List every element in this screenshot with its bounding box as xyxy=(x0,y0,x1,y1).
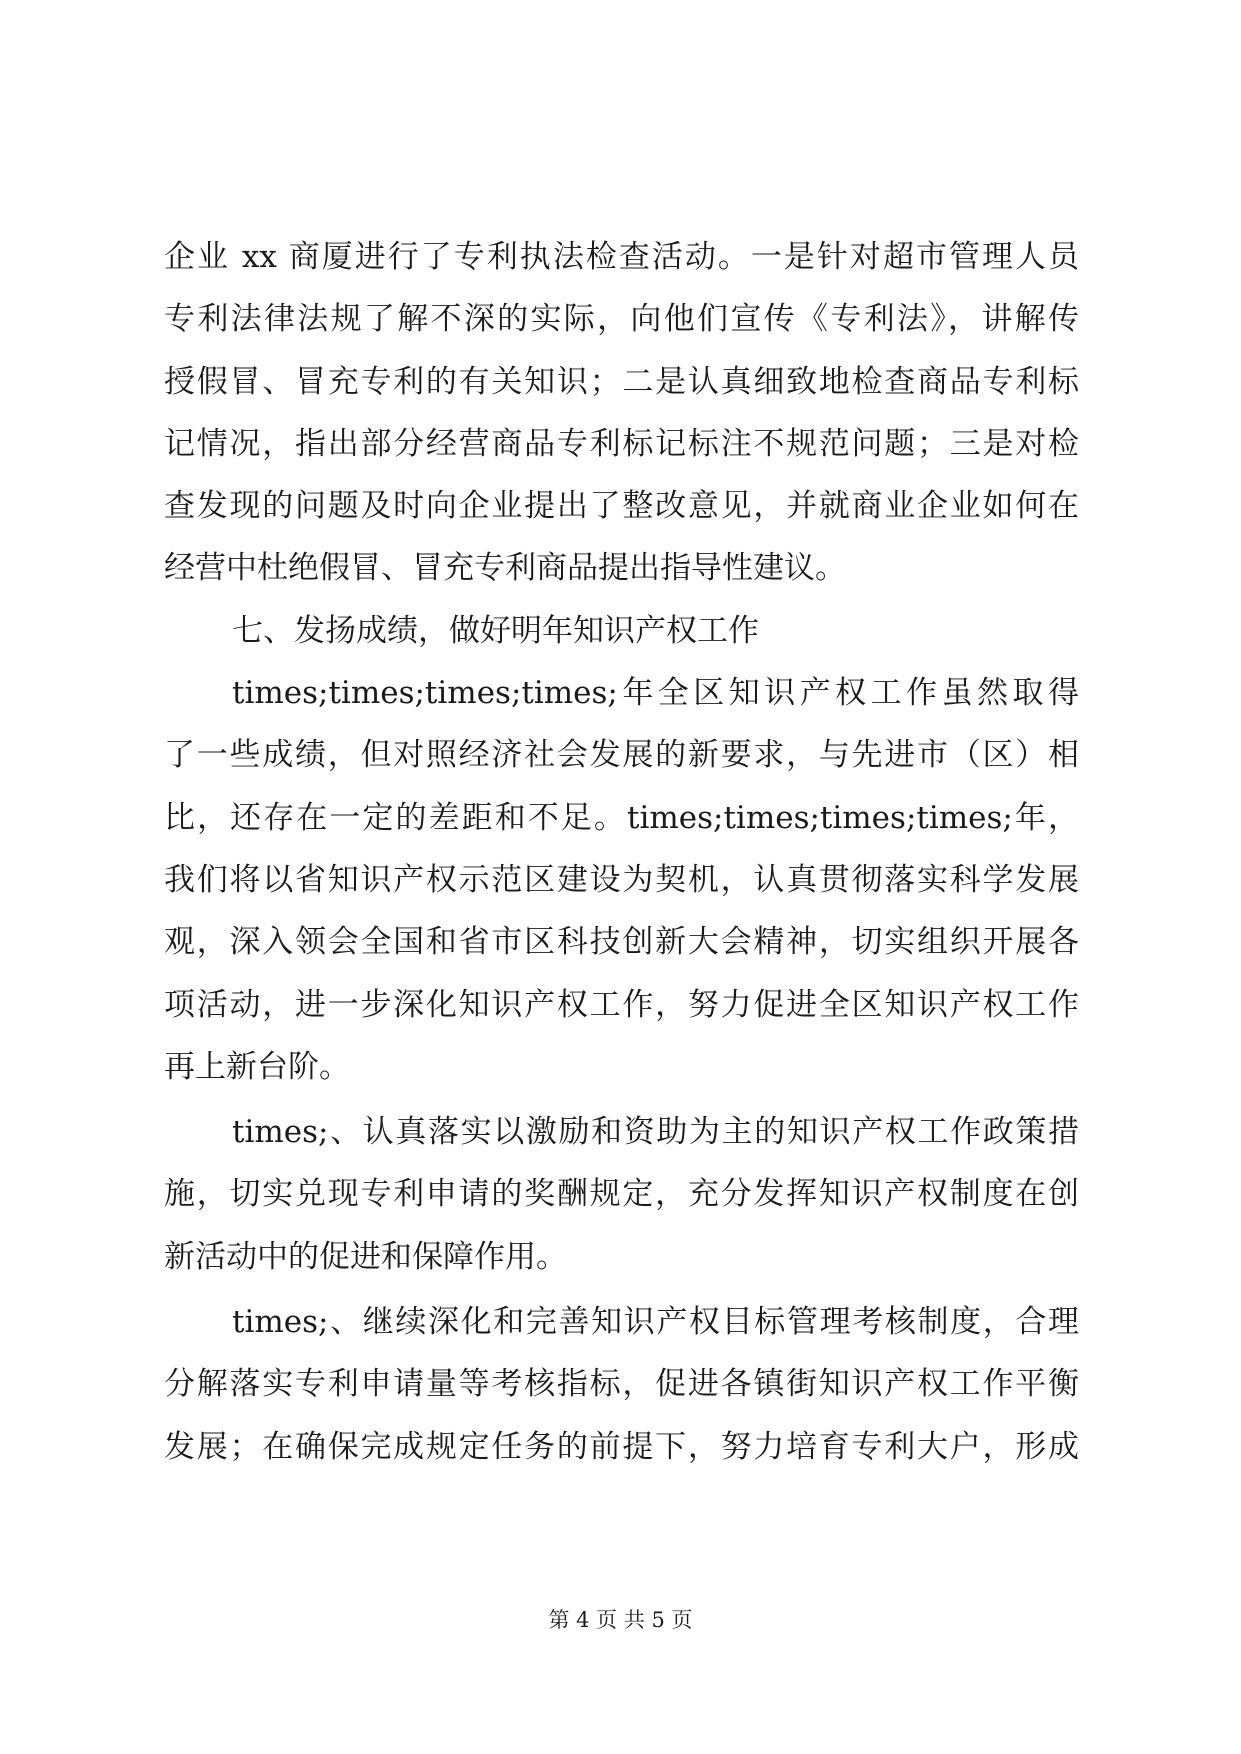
text-line: 我们将以省知识产权示范区建设为契机，认真贯彻落实科学发展 xyxy=(164,861,1079,898)
section-heading: 七、发扬成绩，做好明年知识产权工作 xyxy=(232,612,759,649)
text-line: 新活动中的促进和保障作用。 xyxy=(164,1238,567,1275)
page-number: 第 4 页 共 5 页 xyxy=(548,1608,693,1632)
text-line: 经营中杜绝假冒、冒充专利商品提出指导性建议。 xyxy=(164,550,846,587)
text-line: 发展；在确保完成规定任务的前提下，努力培育专利大户，形成 xyxy=(164,1428,1079,1465)
text-line: 比，还存在一定的差距和不足。times;times;times;times;年， xyxy=(164,799,1079,836)
text-line: 授假冒、冒充专利的有关知识；二是认真细致地检查商品专利标 xyxy=(164,363,1079,400)
text-line: 了一些成绩，但对照经济社会发展的新要求，与先进市（区）相 xyxy=(164,737,1079,774)
text-line: 专利法律法规了解不深的实际，向他们宣传《专利法》，讲解传 xyxy=(164,301,1079,338)
text-line: times;、认真落实以激励和资助为主的知识产权工作政策措 xyxy=(232,1114,1079,1151)
text-line: 观，深入领会全国和省市区科技创新大会精神，切实组织开展各 xyxy=(164,924,1079,961)
text-line: 施，切实兑现专利申请的奖酬规定，充分发挥知识产权制度在创 xyxy=(164,1176,1079,1213)
text-line: 记情况，指出部分经营商品专利标记标注不规范问题；三是对检 xyxy=(164,425,1079,462)
text-line: 再上新台阶。 xyxy=(164,1048,350,1085)
text-line: 企业 xx 商厦进行了专利执法检查活动。一是针对超市管理人员 xyxy=(164,239,1079,275)
text-line: 项活动，进一步深化知识产权工作，努力促进全区知识产权工作 xyxy=(164,986,1079,1023)
body-text xyxy=(164,226,1079,1478)
text-line: times;times;times;times;年全区知识产权工作虽然取得 xyxy=(232,675,1079,712)
text-line: times;、继续深化和完善知识产权目标管理考核制度，合理 xyxy=(232,1304,1079,1341)
text-line: 分解落实专利申请量等考核指标，促进各镇街知识产权工作平衡 xyxy=(164,1366,1079,1403)
text-line: 查发现的问题及时向企业提出了整改意见，并就商业企业如何在 xyxy=(164,488,1079,525)
